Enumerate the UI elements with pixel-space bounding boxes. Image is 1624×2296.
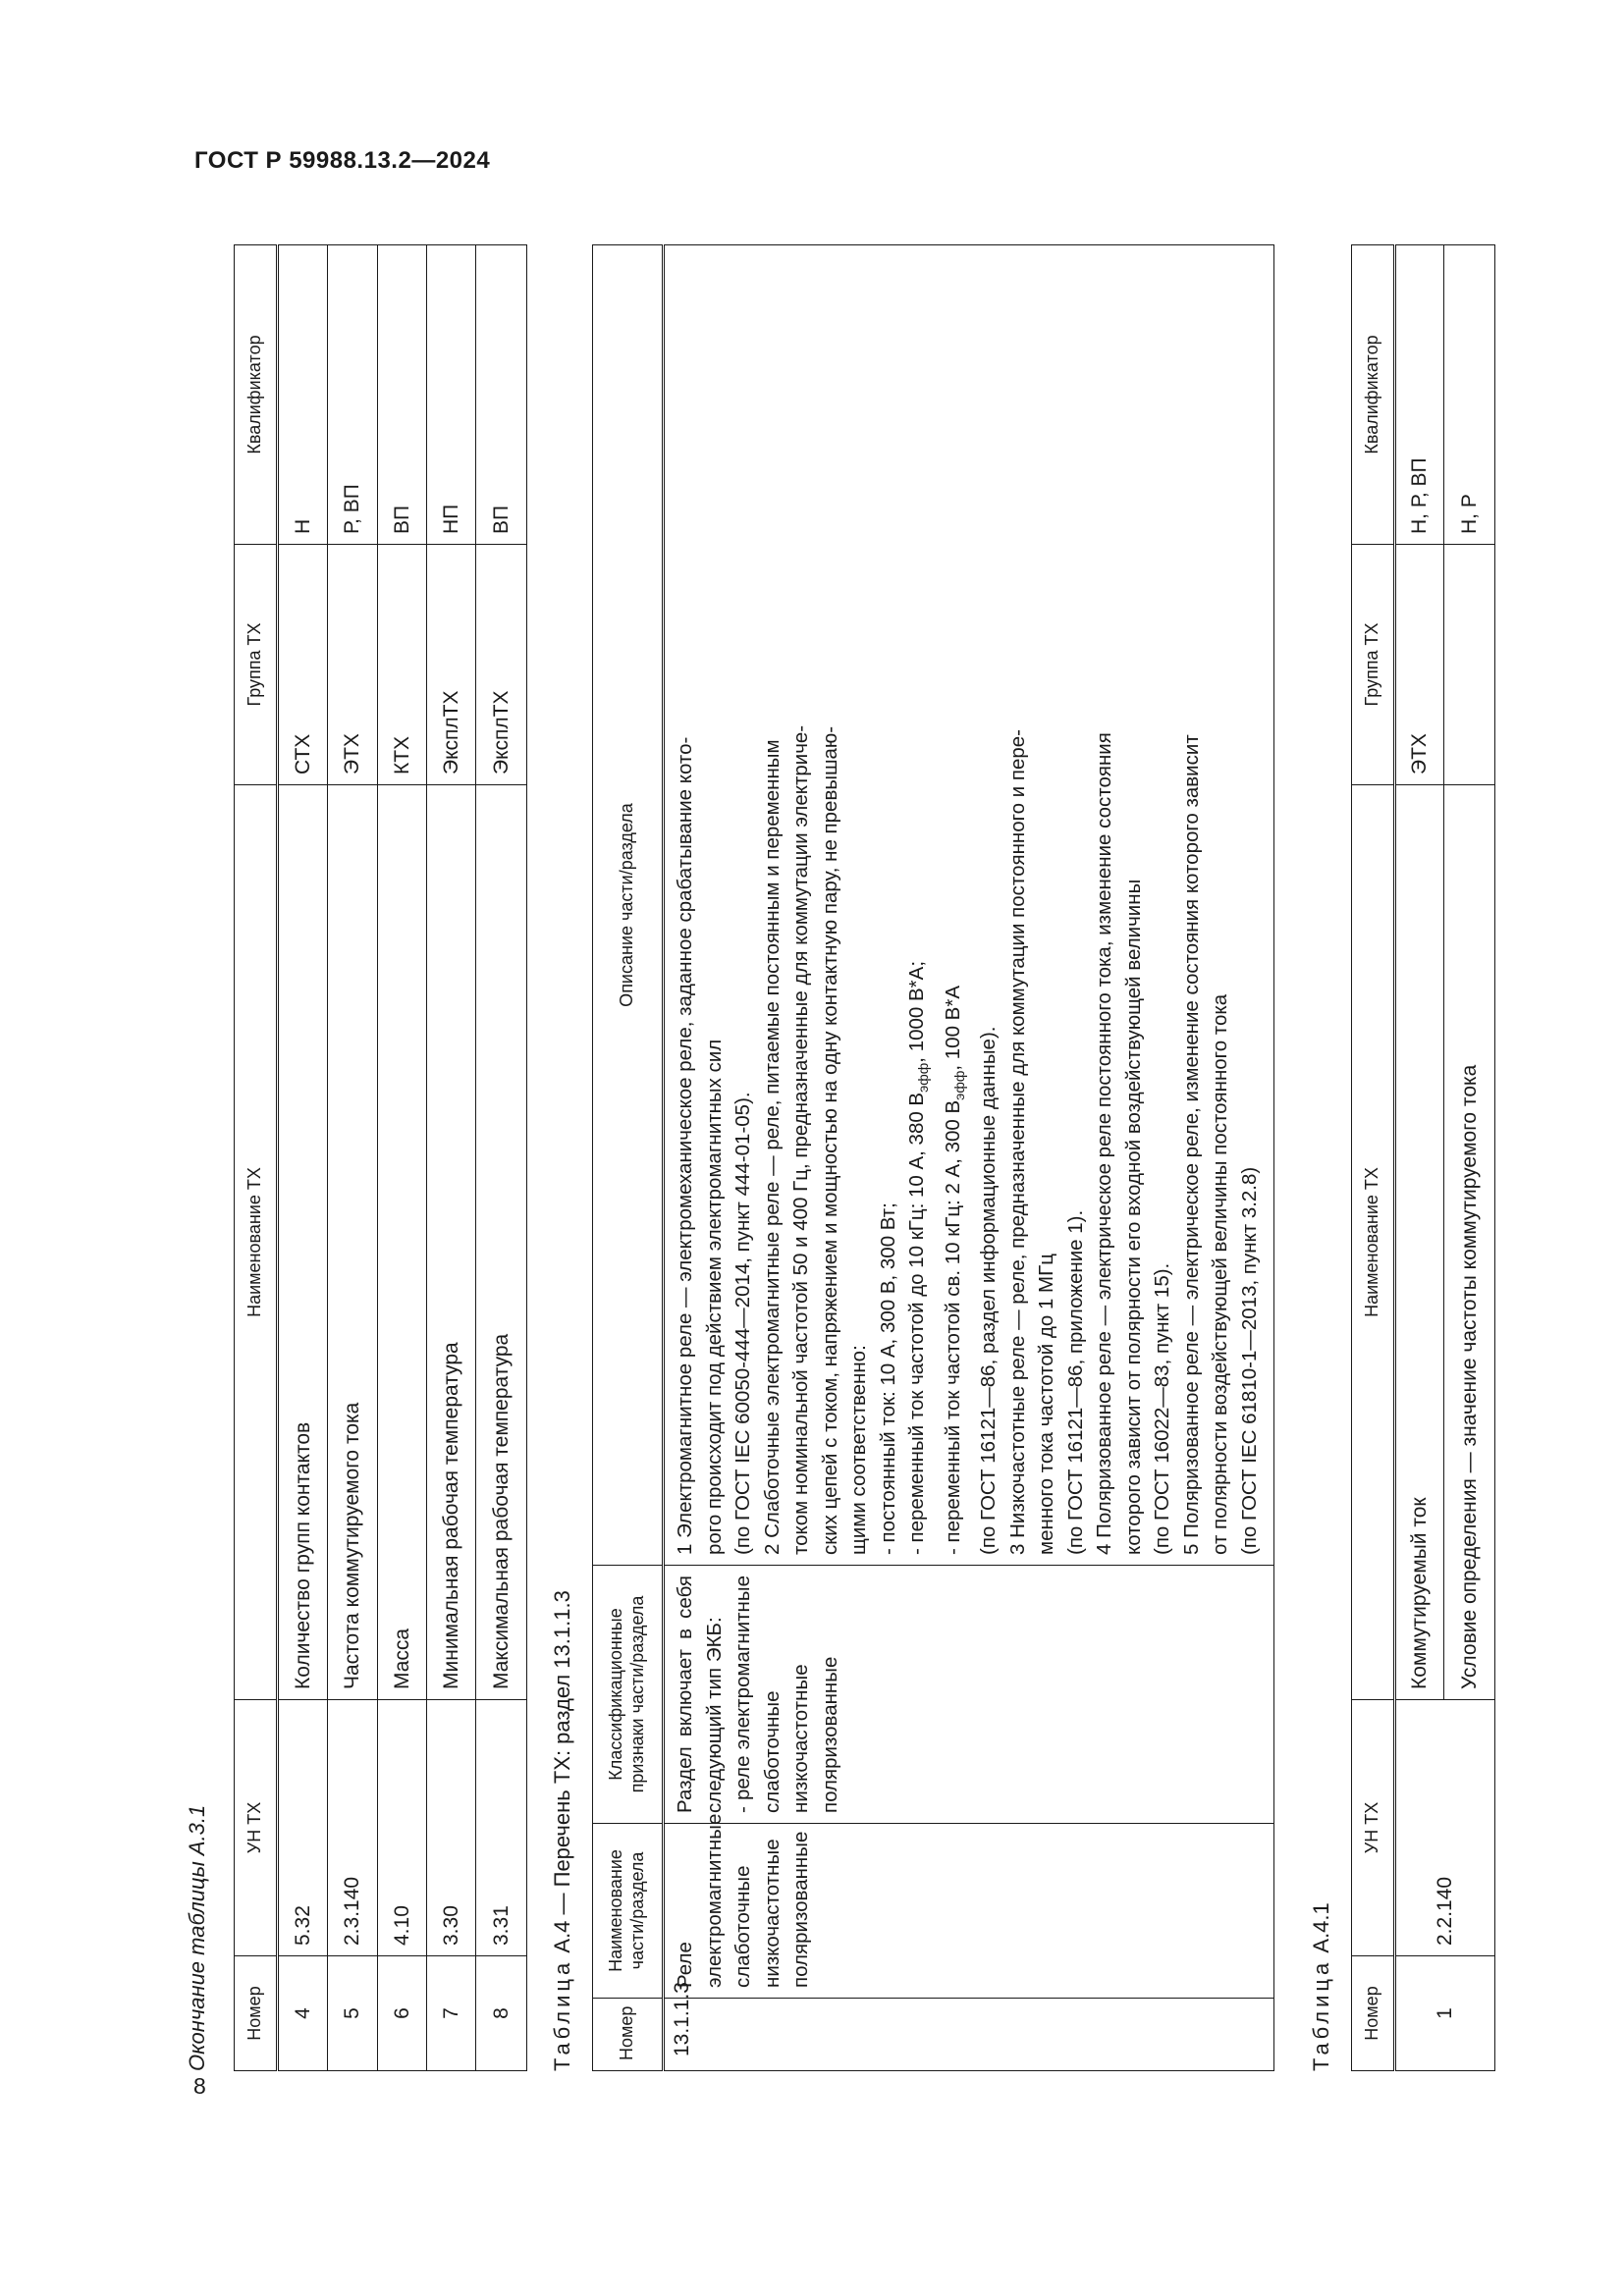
cell-qualifier: НП xyxy=(427,245,476,545)
cell-group: КТХ xyxy=(378,545,427,785)
cell-qualifier: Н, Р, ВП xyxy=(1395,245,1444,545)
col-header-section-name: Наименование части/раздела xyxy=(593,1824,664,1999)
cell-number: 6 xyxy=(378,1956,427,2071)
cell-name: Частота коммутируемого тока xyxy=(328,785,378,1700)
table-row xyxy=(328,245,378,2071)
cell-group: ЭксплТХ xyxy=(427,545,476,785)
col-header-un: УН ТХ xyxy=(235,1700,278,1956)
cell-qualifier: ВП xyxy=(378,245,427,545)
cell-name: Максимальная рабочая температура xyxy=(476,785,527,1700)
cell-qualifier: Н xyxy=(278,245,328,545)
cell-un: 2.3.140 xyxy=(328,1700,378,1956)
cell-un: 3.30 xyxy=(427,1700,476,1956)
cell-un: 3.31 xyxy=(476,1700,527,1956)
cell-name: Масса xyxy=(378,785,427,1700)
cell-number: 7 xyxy=(427,1956,476,2071)
col-header-number: Номер xyxy=(235,1956,278,2071)
cell-number: 1 xyxy=(1395,1956,1495,2071)
col-header-qualifier: Квалификатор xyxy=(235,245,278,545)
cell-section-name: Реле электромагнитные слаботочные низкочастотные поляризованные xyxy=(664,1824,1274,1999)
table-row xyxy=(1395,245,1444,2071)
cell-group: ЭТХ xyxy=(1395,545,1444,785)
table-a4-caption: Таблица А.4 — Перечень ТХ: раздел 13.1.1.3 xyxy=(550,1590,574,2071)
cell-description: 1 Электромагнитное реле — электромеханическое реле, заданное срабатывание кото- рого происходит под действием электромагнитных сил (по ГОСТ IEC 60050-444—2014, пункт 444-01-05). 2 Слаботочные электромагнитные реле — реле, питаемые постоянным и переменным током номинальной частотой 50 и 400 Гц, предназначенные для коммутации электриче- ских цепей с током, напряжением и мощностью на одну контактную пару, не превышаю- щими соответственно: - постоянный ток: 10 А, 300 В, 300 Вт; - переменный ток частотой до 10 кГц: 10 А, 380 $В_{эфф}$, 1000 В*А; - переменный ток частотой св. 10 кГц: 2 А, 300 $В_{эфф}$, 100 В*А (по ГОСТ 16121—86, раздел информационные данные). 3 Низкочастотные реле — реле, предназначенные для коммутации постоянного и пере- менного тока частотой до 1 МГц (по ГОСТ 16121—86, приложение 1). 4 Поляризованное реле — электрическое реле постоянного тока, изменение состояния которого зависит от полярности его входной воздействующей величины (по ГОСТ 16022—83, пункт 15). 5 Поляризованное реле — электрическое реле, изменение состояния которого зависит от полярности воздействующей величины постоянного тока (по ГОСТ IEC 61810-1—2013, пункт 3.2.8) xyxy=(664,245,1274,1566)
cell-features: Раздел включает в себя следующий тип ЭКБ: - реле электромагнитные слаботочные низкочастотные поляризованные xyxy=(664,1566,1274,1824)
col-header-number: Номер xyxy=(1352,1956,1395,2071)
col-header-number: Номер xyxy=(593,1999,664,2071)
col-header-group: Группа ТХ xyxy=(1352,545,1395,785)
cell-name: Коммутируемый ток xyxy=(1395,785,1444,1700)
cell-group xyxy=(1444,545,1495,785)
cell-group: ЭТХ xyxy=(328,545,378,785)
col-header-group: Группа ТХ xyxy=(235,545,278,785)
table-a4 xyxy=(592,244,1274,2071)
col-header-features: Классификационные признаки части/раздела xyxy=(593,1566,664,1824)
cell-condition: Условие определения — значение частоты коммутируемого тока xyxy=(1444,785,1495,1700)
cell-group: ЭксплТХ xyxy=(476,545,527,785)
page-number: 8 xyxy=(193,2073,206,2099)
cell-un: 2.2.140 xyxy=(1395,1700,1495,1956)
table-a41-caption: Таблица А.4.1 xyxy=(1309,1902,1333,2071)
cell-qualifier: Н, Р xyxy=(1444,245,1495,545)
cell-number: 13.1.1.3 xyxy=(664,1999,1274,2071)
col-header-name: Наименование ТХ xyxy=(235,785,278,1700)
cell-group: СТХ xyxy=(278,545,328,785)
table-row xyxy=(378,245,427,2071)
col-header-qualifier: Квалификатор xyxy=(1352,245,1395,545)
col-header-description: Описание части/раздела xyxy=(593,245,664,1566)
cell-name: Количество групп контактов xyxy=(278,785,328,1700)
cell-un: 5.32 xyxy=(278,1700,328,1956)
table-a31-caption: Окончание таблицы А.3.1 xyxy=(185,1804,209,2071)
cell-number: 8 xyxy=(476,1956,527,2071)
document-header: ГОСТ Р 59988.13.2—2024 xyxy=(194,147,491,174)
table-a41 xyxy=(1351,244,1495,2071)
cell-number: 5 xyxy=(328,1956,378,2071)
col-header-un: УН ТХ xyxy=(1352,1700,1395,1956)
cell-qualifier: ВП xyxy=(476,245,527,545)
table-a31 xyxy=(234,244,527,2071)
cell-qualifier: Р, ВП xyxy=(328,245,378,545)
cell-number: 4 xyxy=(278,1956,328,2071)
cell-name: Минимальная рабочая температура xyxy=(427,785,476,1700)
col-header-name: Наименование ТХ xyxy=(1352,785,1395,1700)
table-row xyxy=(664,245,1274,2071)
table-row xyxy=(278,245,328,2071)
cell-un: 4.10 xyxy=(378,1700,427,1956)
rotated-content xyxy=(187,206,1561,2071)
table-row xyxy=(476,245,527,2071)
table-row xyxy=(427,245,476,2071)
